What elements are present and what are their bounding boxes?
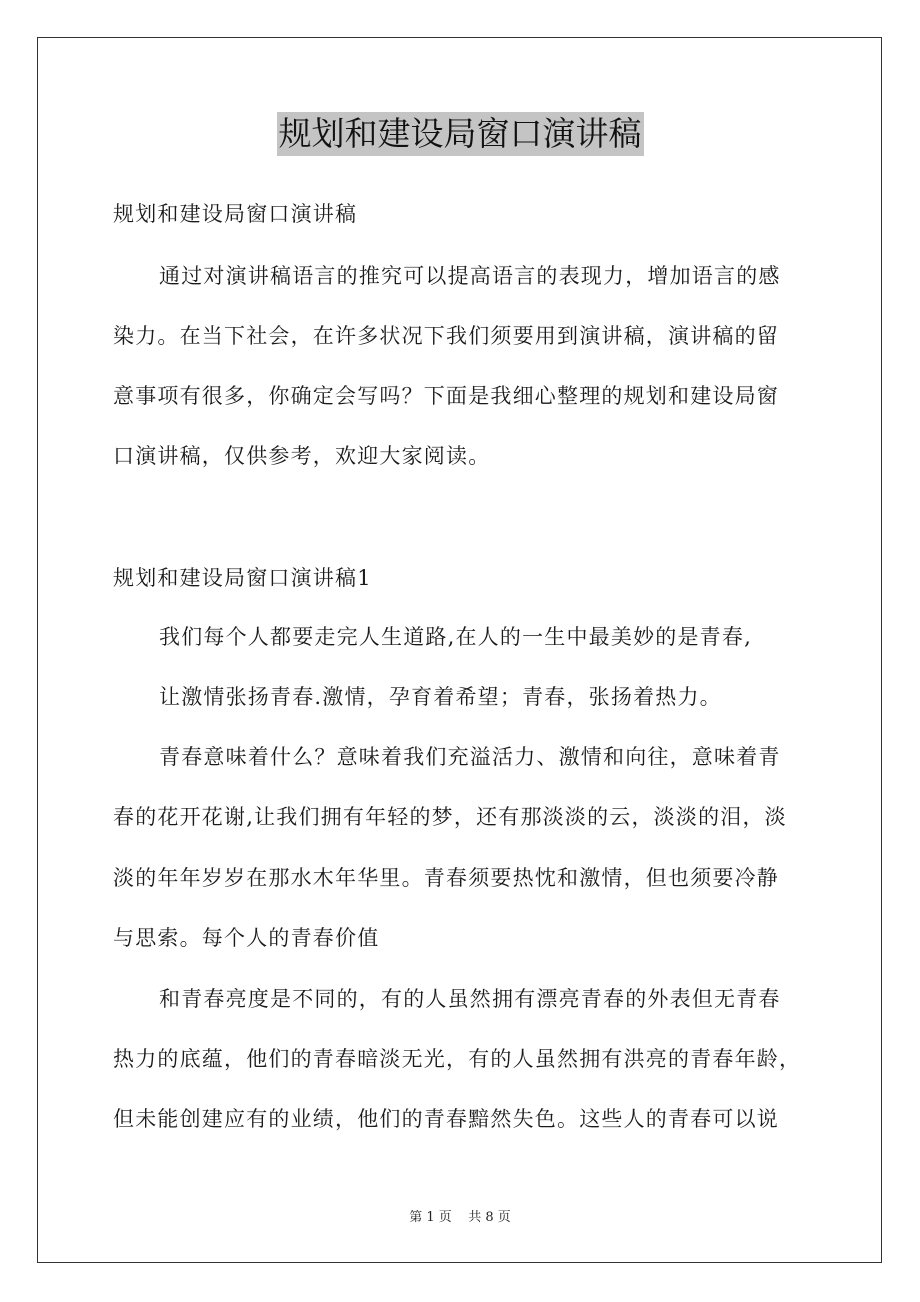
paragraph-line: 青春意味着什么？意味着我们充溢活力、激情和向往，意味着青 bbox=[159, 745, 781, 769]
paragraph-line: 让激情张扬青春.激情，孕育着希望；青春，张扬着热力。 bbox=[159, 685, 722, 709]
paragraph-line: 与思索。每个人的青春价值 bbox=[113, 926, 380, 950]
paragraph-line: 染力。在当下社会，在许多状况下我们须要用到演讲稿，演讲稿的留 bbox=[113, 324, 779, 348]
paragraph-line: 热力的底蕴，他们的青春暗淡无光，有的人虽然拥有洪亮的青春年龄， bbox=[113, 1047, 802, 1071]
paragraph-line: 通过对演讲稿语言的推究可以提高语言的表现力，增加语言的感 bbox=[159, 264, 781, 288]
paragraph-line: 意事项有很多，你确定会写吗？下面是我细心整理的规划和建设局窗 bbox=[113, 384, 779, 408]
subtitle-line: 规划和建设局窗口演讲稿 bbox=[113, 202, 358, 226]
title-container bbox=[0, 112, 920, 156]
paragraph-line: 但未能创建应有的业绩，他们的青春黯然失色。这些人的青春可以说 bbox=[113, 1107, 779, 1131]
page-number-footer: 第 1 页 共 8 页 bbox=[409, 1210, 511, 1225]
paragraph-line: 和青春亮度是不同的，有的人虽然拥有漂亮青春的外表但无青春 bbox=[159, 987, 781, 1011]
paragraph-line: 口演讲稿，仅供参考，欢迎大家阅读。 bbox=[113, 444, 491, 468]
document-title: 规划和建设局窗口演讲稿 bbox=[277, 112, 644, 156]
paragraph-line: 淡的年年岁岁在那水木年华里。青春须要热忱和激情，但也须要冷静 bbox=[113, 866, 779, 890]
section-heading: 规划和建设局窗口演讲稿1 bbox=[113, 566, 372, 590]
paragraph-line: 我们每个人都要走完人生道路,在人的一生中最美妙的是青春, bbox=[159, 625, 752, 649]
paragraph-line: 春的花开花谢,让我们拥有年轻的梦，还有那淡淡的云，淡淡的泪，淡 bbox=[113, 805, 787, 829]
